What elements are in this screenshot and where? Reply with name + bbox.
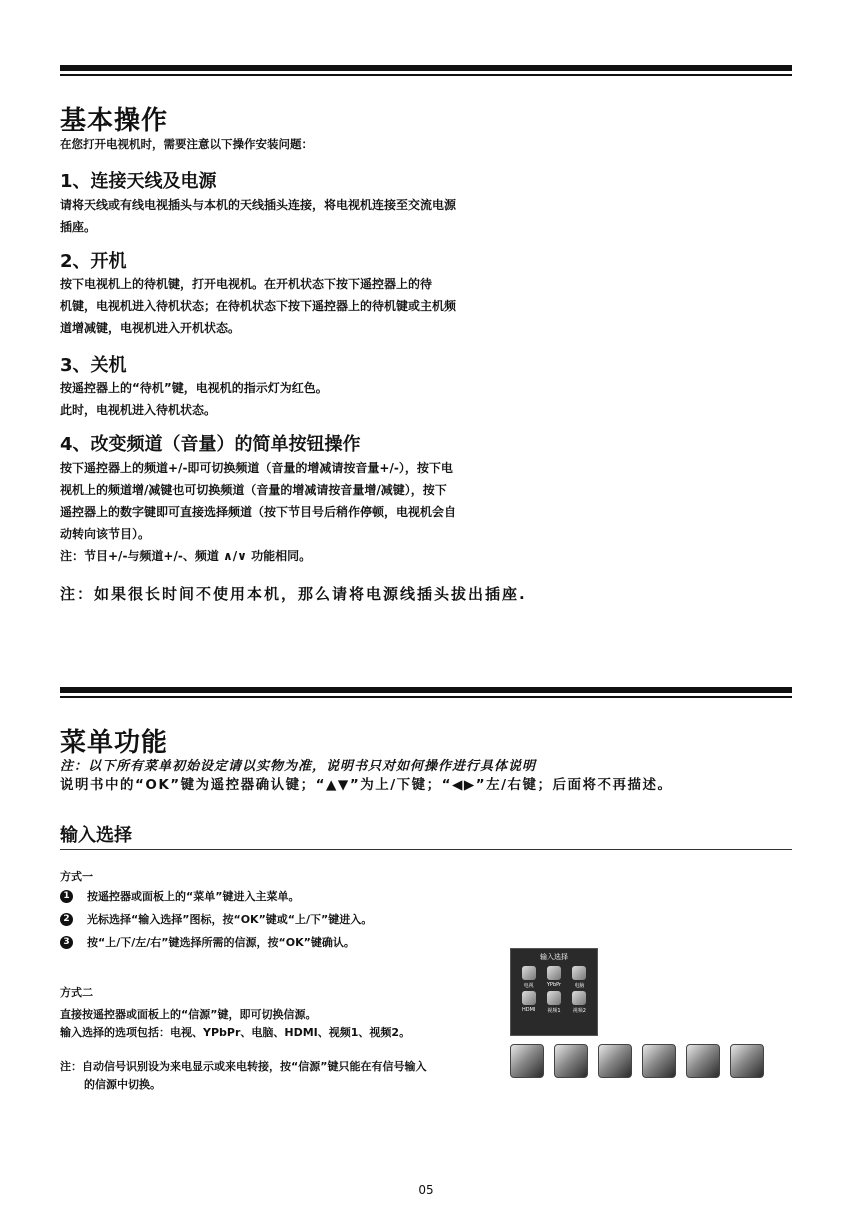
paragraph-2: 按下电视机上的待机键，打开电视机。在开机状态下按下遥控器上的待 机键，电视机进入待机状态；在待机状态下按下遥控器上的待机键或主机频 道增减键，电视机进入开机状态。 [60,277,457,335]
menu-item-hdmi[interactable]: HDMI [517,991,540,1014]
menu-section-title: 菜单功能 [60,728,169,758]
heading-2: 2、开机 [60,251,127,272]
hdmi-icon [522,991,536,1005]
menu-item-pc[interactable]: 电脑 [568,966,591,989]
menu-item-video1[interactable]: 视频1 [542,991,565,1014]
settings-icon[interactable] [686,1044,720,1078]
step-number-icon: 2 [60,913,73,926]
search-icon[interactable] [730,1044,764,1078]
heading-1: 1、连接天线及电源 [60,171,217,192]
input-icon[interactable] [510,1044,544,1078]
sound-icon[interactable] [642,1044,676,1078]
paragraph-1: 请将天线或有线电视插头与本机的天线插头连接，将电视机连接至交流电源 插座。 [60,198,457,234]
subsection-divider [60,849,792,850]
ypbpr-icon [547,966,561,980]
power-note: 注：如果很长时间不使用本机，那么请将电源线插头拔出插座. [60,585,527,603]
method1-label: 方式一 [60,870,93,883]
heading-4: 4、改变频道（音量）的简单按钮操作 [60,434,361,455]
top-divider [60,65,792,76]
method2-label: 方式二 [60,986,93,999]
picture-icon[interactable] [554,1044,588,1078]
paragraph-4: 按下遥控器上的频道+/-即可切换频道（音量的增减请按音量+/-），按下电 视机上的频道增/减键也可切换频道（音量的增减请按音量增/减键），按下 遥控器上的数字键即可直接选择频道（按下节目号后稍作停顿，电视机会自 动转向该节目）。 注：节目+/-与频道+/-、频道 ∧/∨ 功能相同。 [60,461,457,563]
page-number: 05 [418,1183,434,1197]
video1-icon [547,991,561,1005]
intro-text: 在您打开电视机时，需要注意以下操作安装问题： [60,137,313,151]
method2-text: 直接按遥控器或面板上的“信源”键，即可切换信源。 输入选择的选项包括：电视、YPbPr、电脑、HDMI、视频1、视频2。 [60,1008,411,1039]
menu-title: 输入选择 [540,953,568,961]
step-number-icon: 3 [60,936,73,949]
menu-item-ypbpr[interactable]: YPbPr [542,966,565,989]
video2-icon [572,991,586,1005]
input-select-menu [510,948,598,1036]
section-title: 基本操作 [60,106,169,136]
screen-icon[interactable] [598,1044,632,1078]
menu-icon-bar [510,1044,764,1078]
pc-icon [572,966,586,980]
heading-3: 3、关机 [60,355,127,376]
step-1: 1 按遥控器或面板上的“菜单”键进入主菜单。 [60,888,299,904]
step-3: 3 按“上/下/左/右”键选择所需的信源，按“OK”键确认。 [60,934,355,950]
paragraph-3: 按遥控器上的“待机”键，电视机的指示灯为红色。 此时，电视机进入待机状态。 [60,381,328,417]
menu-italic-note: 注：以下所有菜单初始设定请以实物为准，说明书只对如何操作进行具体说明 [60,759,537,774]
key-description: 说明书中的“OK”键为遥控器确认键；“▲▼”为上/下键；“◀▶”左/右键；后面将不再描述。 [60,777,673,793]
middle-divider [60,687,792,698]
menu-item-video2[interactable]: 视频2 [568,991,591,1014]
step-2: 2 光标选择“输入选择”图标，按“OK”键或“上/下”键进入。 [60,911,372,927]
step-number-icon: 1 [60,890,73,903]
tv-icon [522,966,536,980]
subsection-title: 输入选择 [60,825,132,846]
signal-note: 注：自动信号识别设为来电显示或来电转接，按“信源”键只能在有信号输入 的信源中切换。 [60,1060,427,1091]
menu-item-tv[interactable]: 电视 [517,966,540,989]
